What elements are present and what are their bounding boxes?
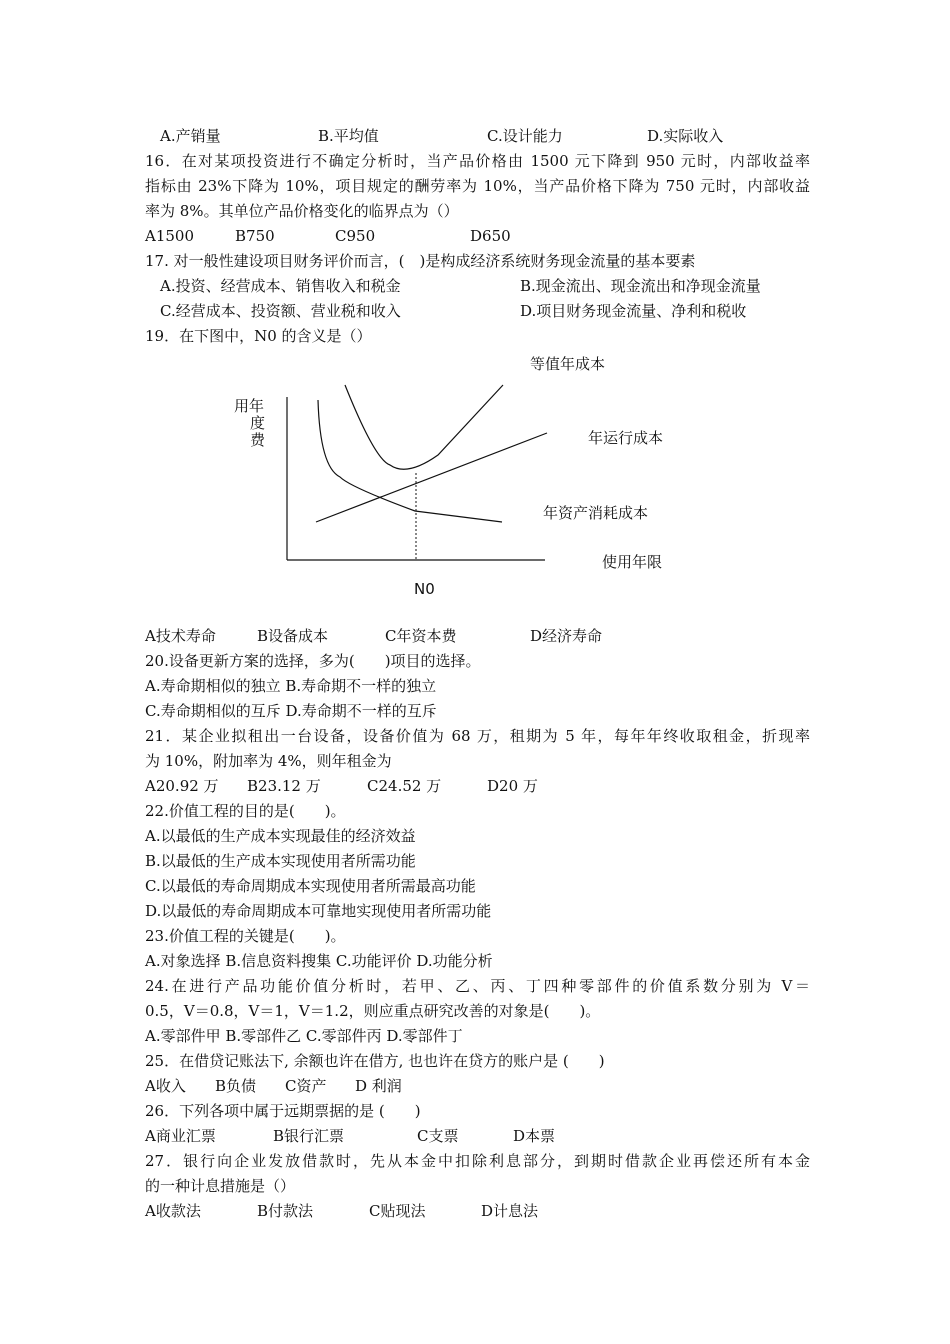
q15-option-a: A.产销量: [160, 127, 221, 145]
q22-stem: 22.价值工程的目的是( )。: [145, 802, 346, 820]
q15-options: [145, 124, 810, 149]
q16-option-a: A1500: [145, 227, 195, 245]
q16-option-d: D650: [470, 227, 511, 245]
document-page: [145, 124, 810, 1224]
q17-stem: 17. 对一般性建设项目财务评价而言，( )是构成经济系统财务现金流量的基本要素: [145, 252, 696, 270]
q25-option-d: D 利润: [355, 1077, 402, 1095]
q26-options: [145, 1124, 810, 1149]
q24-options: A.零部件甲 B.零部件乙 C.零部件丙 D.零部件丁: [145, 1027, 463, 1045]
q19-option-b: B设备成本: [257, 627, 329, 645]
q19-option-c: C年资本费: [385, 627, 457, 645]
q17-option-b: B.现金流出、现金流出和净现金流量: [520, 277, 761, 295]
q27-option-c: C贴现法: [369, 1202, 426, 1220]
q24-line-1: 24.在进行产品功能价值分析时，若甲、乙、丙、丁四种零部件的价值系数分别为 V＝: [145, 977, 810, 995]
q26-option-b: B银行汇票: [273, 1127, 345, 1145]
q26-stem: 26．下列各项中属于远期票据的是 ( ): [145, 1102, 421, 1120]
q27-option-d: D计息法: [481, 1202, 539, 1220]
q21-line-2: 为 10%，附加率为 4%，则年租金为: [145, 752, 392, 770]
q25-options: [145, 1074, 810, 1099]
label-n0: N0: [414, 580, 435, 598]
q27-option-b: B付款法: [257, 1202, 314, 1220]
q22-option-a: A.以最低的生产成本实现最佳的经济效益: [145, 827, 416, 845]
label-y-axis-1: 用年: [234, 397, 265, 415]
q27-line-2: 的一种计息措施是（）: [145, 1177, 296, 1195]
q17-option-a: A.投资、经营成本、销售收入和税金: [160, 277, 401, 295]
equivalent-annual-cost-curve: [345, 385, 503, 469]
q16-option-b: B750: [235, 227, 275, 245]
q16-option-c: C950: [335, 227, 376, 245]
cost-curve-figure: [200, 345, 720, 600]
q26-option-a: A商业汇票: [145, 1127, 216, 1145]
q27-options: [145, 1199, 810, 1224]
q17-option-c: C.经营成本、投资额、营业税和收入: [160, 302, 401, 320]
label-y-axis-2: 度: [250, 414, 266, 432]
q20-stem: 20.设备更新方案的选择，多为( )项目的选择。: [145, 652, 481, 670]
q21-option-b: B23.12 万: [247, 777, 321, 795]
q22-option-b: B.以最低的生产成本实现使用者所需功能: [145, 852, 416, 870]
q17-options-row-1: [145, 274, 810, 299]
q16-line-2: 指标由 23%下降为 10%，项目规定的酬劳率为 10%，当产品价格下降为 750 元时，内部收益: [145, 177, 810, 195]
q25-option-b: B负债: [215, 1077, 257, 1095]
q15-option-c: C.设计能力: [487, 127, 563, 145]
q21-option-a: A20.92 万: [145, 777, 219, 795]
q20-options-1: A.寿命期相似的独立 B.寿命期不一样的独立: [145, 677, 437, 695]
q17-options-row-2: [145, 299, 810, 324]
q19-stem: 19．在下图中，N0 的含义是（）: [145, 327, 372, 345]
q26-option-d: D本票: [513, 1127, 556, 1145]
q19-option-a: A技术寿命: [145, 627, 216, 645]
label-y-axis-3: 费: [250, 431, 266, 449]
q26-option-c: C支票: [417, 1127, 459, 1145]
q21-options: [145, 774, 810, 799]
q27-option-a: A收款法: [145, 1202, 201, 1220]
q19-options: [145, 624, 810, 649]
q17-option-d: D.项目财务现金流量、净利和税收: [520, 302, 747, 320]
label-equivalent-annual-cost: 等值年成本: [530, 355, 606, 373]
q21-option-c: C24.52 万: [367, 777, 442, 795]
q23-stem: 23.价值工程的关键是( )。: [145, 927, 346, 945]
q25-option-a: A收入: [145, 1077, 186, 1095]
q15-option-d: D.实际收入: [647, 127, 724, 145]
q16-line-1: 16．在对某项投资进行不确定分析时，当产品价格由 1500 元下降到 950 元时，内部收益率: [145, 152, 810, 170]
q19-option-d: D经济寿命: [530, 627, 603, 645]
label-annual-running-cost: 年运行成本: [588, 429, 664, 447]
q22-option-c: C.以最低的寿命周期成本实现使用者所需最高功能: [145, 877, 476, 895]
q24-line-2: 0.5，V＝0.8，V＝1，V＝1.2，则应重点研究改善的对象是( )。: [145, 1002, 601, 1020]
q22-option-d: D.以最低的寿命周期成本可靠地实现使用者所需功能: [145, 902, 492, 920]
annual-running-cost-line: [316, 433, 547, 522]
q21-option-d: D20 万: [487, 777, 538, 795]
label-x-axis: 使用年限: [602, 553, 663, 571]
q27-line-1: 27．银行向企业发放借款时，先从本金中扣除利息部分，到期时借款企业再偿还所有本金: [145, 1152, 810, 1170]
label-annual-asset-consumption: 年资产消耗成本: [543, 504, 649, 522]
q23-options: A.对象选择 B.信息资料搜集 C.功能评价 D.功能分析: [145, 952, 493, 970]
q15-option-b: B.平均值: [318, 127, 379, 145]
q25-stem: 25．在借贷记账法下, 余额也许在借方, 也也许在贷方的账户是 ( ): [145, 1052, 605, 1070]
q25-option-c: C资产: [285, 1077, 327, 1095]
q21-line-1: 21．某企业拟租出一台设备，设备价值为 68 万，租期为 5 年，每年年终收取租金，折现率: [145, 727, 810, 745]
q20-options-2: C.寿命期相似的互斥 D.寿命期不一样的互斥: [145, 702, 437, 720]
q16-options: [145, 224, 810, 249]
q16-line-3: 率为 8%。其单位产品价格变化的临界点为（）: [145, 202, 459, 220]
